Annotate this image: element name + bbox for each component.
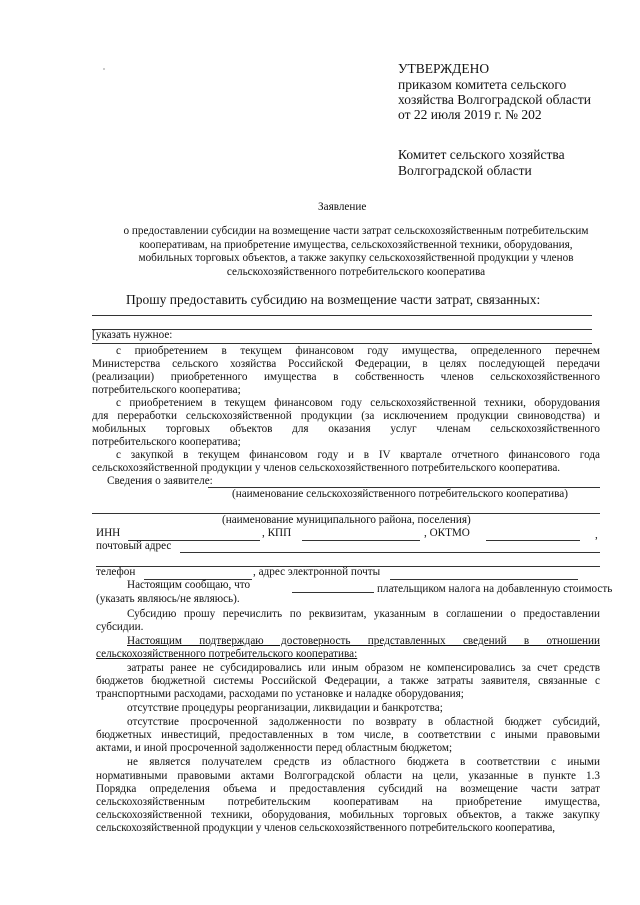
- fill-line-request-3: [92, 343, 592, 344]
- addressee-line-1: Комитет сельского хозяйства: [398, 147, 565, 162]
- condition-4-line-6: сельскохозяйственной продукции у членов сельскохозяйственного потребительского кооператива,: [96, 822, 555, 834]
- condition-2: отсутствие процедуры реорганизации, ликвидации и банкротства;: [127, 702, 443, 714]
- condition-1-line-1: затраты ранее не субсидировались или иным образом не компенсировались за счет средств: [127, 662, 600, 674]
- option-2-line-2: для переработки сельскохозяйственной продукции (за исключением продукции свиноводства) и: [92, 410, 600, 422]
- addressee-line-2: Волгоградской области: [398, 163, 532, 178]
- vat-field: [292, 592, 374, 593]
- vat-prefix: Настоящим сообщаю, что: [127, 579, 251, 591]
- condition-4-line-1: не является получателем средств из областного бюджета в соответствии с иными: [127, 756, 600, 768]
- kpp-label: , КПП: [262, 527, 292, 539]
- vat-suffix: плательщиком налога на добавленную стоимость: [377, 583, 613, 595]
- option-2-line-4: потребительского кооператива;: [92, 436, 241, 448]
- coop-name-caption: (наименование сельскохозяйственного потребительского кооператива): [232, 488, 568, 500]
- oktmo-field: [486, 540, 580, 541]
- option-1-line-1: с приобретением в текущем финансовом году имущества, определенного перечнем: [116, 345, 600, 357]
- option-3-line-2: сельскохозяйственной продукции у членов сельскохозяйственного потребительского кооператива.: [92, 462, 561, 474]
- inn-label: ИНН: [96, 527, 121, 539]
- document-title: Заявление: [318, 201, 367, 213]
- specify-hint: [указать нужное:: [92, 329, 173, 341]
- postal-address-field: [180, 552, 600, 553]
- request-line: Прошу предоставить субсидию на возмещение части затрат, связанных:: [126, 292, 541, 307]
- approval-line-2: хозяйства Волгоградской области: [398, 92, 591, 107]
- subject-line-2: кооперативам, на приобретение имущества, сельскохозяйственной техники, оборудования,: [139, 239, 573, 251]
- muni-name-caption: (наименование муниципального района, поселения): [222, 514, 471, 526]
- subject-line-3: мобильных торговых объектов, а также закупку сельскохозяйственной продукции у членов: [138, 252, 574, 264]
- approval-line-1: приказом комитета сельского: [398, 77, 567, 92]
- condition-3-line-3: актами, и иной просроченной задолженности перед областным бюджетом;: [96, 742, 453, 754]
- scan-speck: [103, 68, 105, 70]
- fill-line-request-1: [92, 315, 592, 316]
- condition-3-line-1: отсутствие просроченной задолженности по возврату в областной бюджет субсидий,: [127, 716, 600, 728]
- transfer-line-1: Субсидию прошу перечислить по реквизитам, указанным в соглашении о предоставлении: [127, 608, 600, 620]
- approval-line-3: от 22 июля 2019 г. № 202: [398, 107, 542, 122]
- condition-4-line-4: сельскохозяйственным потребительским кооперативам на приобретение имущества,: [96, 796, 600, 808]
- option-2-line-3: мобильных торговых объектов для оказания услуг членам сельскохозяйственного: [92, 423, 600, 435]
- condition-1-line-2: бюджетов бюджетной системы Российской Федерации, а также затраты заявителя, связанные с: [96, 675, 600, 687]
- oktmo-comma: ,: [595, 529, 598, 541]
- option-1-line-3: (реализации) приобретенного имущества в собственность членов сельскохозяйственного: [92, 371, 600, 383]
- oktmo-label: , ОКТМО: [424, 527, 470, 539]
- subject-line-1: о предоставлении субсидии на возмещение части затрат сельскохозяйственным потребительским: [123, 225, 589, 237]
- option-1-line-2: Министерства сельского хозяйства Российской Федерации, в целях последующей передачи: [92, 358, 600, 370]
- option-3-line-1: с закупкой в текущем финансовом году и в IV квартале отчетного финансового года: [116, 449, 600, 461]
- option-2-line-1: с приобретением в текущем финансовом году сельскохозяйственной техники, оборудования: [116, 397, 600, 409]
- condition-4-line-5: сельскохозяйственной техники, оборудования, мобильных торговых объектов, а также закупку: [96, 809, 600, 821]
- condition-1-line-3: транспортными расходами, расходами по установке и наладке оборудования;: [96, 688, 464, 700]
- condition-3-line-2: бюджетных инвестиций, предоставленных в том числе, в соответствии с иными правовыми: [96, 729, 600, 741]
- transfer-line-2: субсидии.: [96, 621, 144, 633]
- kpp-field: [302, 540, 420, 541]
- vat-hint: (указать являюсь/не являюсь).: [96, 593, 240, 605]
- condition-4-line-3: Порядка определения объема и предоставления субсидий на возмещение части затрат: [96, 783, 600, 795]
- subject-line-4: сельскохозяйственного потребительского кооператива: [226, 266, 486, 278]
- confirm-line-2: сельскохозяйственного потребительского кооператива:: [96, 648, 358, 660]
- applicant-label: Сведения о заявителе:: [107, 475, 213, 487]
- postal-address-label: почтовый адрес: [96, 540, 172, 552]
- option-1-line-4: потребительского кооператива;: [92, 384, 241, 396]
- email-field: [390, 579, 578, 580]
- email-label: , адрес электронной почты: [253, 566, 381, 578]
- approval-title: УТВЕРЖДЕНО: [398, 61, 490, 76]
- phone-label: телефон: [96, 566, 136, 578]
- confirm-line-1: Настоящим подтверждаю достоверность представленных сведений в отношении: [127, 635, 600, 647]
- condition-4-line-2: нормативными правовыми актами Волгоградской области на цели, указанные в пункте 1.3: [96, 770, 600, 782]
